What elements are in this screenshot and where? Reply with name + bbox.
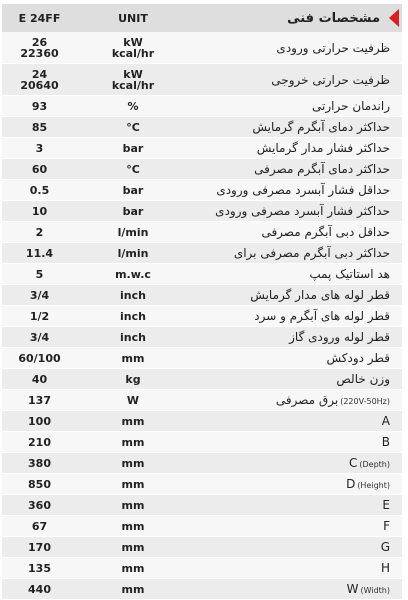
model-value-cell (2, 285, 77, 306)
table-row (2, 327, 402, 348)
model-value: 137 (28, 393, 51, 407)
unit-value: °C (126, 120, 140, 134)
unit-cell (77, 243, 189, 264)
spec-label: حداکثر فشار آبسرد مصرفی ورودی (215, 204, 390, 218)
model-value-cell (2, 369, 77, 390)
spec-label-cell (189, 222, 402, 243)
spec-label-cell (189, 516, 402, 537)
spec-label: G (380, 540, 390, 554)
model-value: 26 (31, 35, 48, 49)
unit-cell (77, 64, 189, 96)
spec-label: قطر لوله های آبگرم و سرد (254, 309, 390, 323)
spec-label: ظرفیت حرارتی خروجی (271, 72, 390, 87)
spec-label-cell (189, 306, 402, 327)
table-header-row (2, 4, 402, 32)
unit-value: bar (122, 141, 144, 155)
spec-label: راندمان حرارتی (312, 99, 390, 113)
model-value-cell (2, 180, 77, 201)
unit-value: W (126, 393, 140, 407)
unit-value: mm (121, 561, 145, 575)
model-value-cell (2, 32, 77, 64)
model-value: 93 (31, 99, 48, 113)
unit-value: mm (121, 435, 145, 449)
model-value-cell (2, 348, 77, 369)
header-model: E 24FF (2, 4, 77, 32)
unit-cell (77, 264, 189, 285)
header-title (189, 4, 402, 32)
unit-cell (77, 327, 189, 348)
unit-cell (77, 453, 189, 474)
unit-cell (77, 390, 189, 411)
spec-note: (Height) (357, 481, 390, 490)
unit-value: mm (121, 519, 145, 533)
model-value-cell (2, 138, 77, 159)
unit-cell (77, 558, 189, 579)
table-row (2, 558, 402, 579)
spec-label: حداکثر دمای آبگرم مصرفی (254, 162, 390, 176)
spec-label-cell (189, 558, 402, 579)
spec-label-cell (189, 369, 402, 390)
spec-label: ظرفیت حرارتی ورودی (276, 40, 390, 55)
unit-cell (77, 516, 189, 537)
model-value: 1/2 (29, 309, 50, 323)
unit-cell (77, 537, 189, 558)
model-value: 24 (31, 67, 48, 81)
unit-cell (77, 180, 189, 201)
spec-label-cell (189, 495, 402, 516)
model-value: 0.5 (29, 183, 50, 197)
spec-label-cell (189, 96, 402, 117)
unit-value: inch (120, 309, 146, 323)
unit-cell (77, 474, 189, 495)
model-value: 850 (28, 477, 51, 491)
unit-cell (77, 579, 189, 600)
spec-label-cell (189, 474, 402, 495)
model-value-cell (2, 201, 77, 222)
model-value: 210 (28, 435, 51, 449)
unit-value: mm (121, 456, 145, 470)
spec-label-cell (189, 64, 402, 96)
unit-value: mm (121, 351, 145, 365)
spec-note: (220V-50Hz) (340, 397, 390, 406)
unit-value: kW (123, 35, 143, 49)
table-row (2, 264, 402, 285)
table-row (2, 369, 402, 390)
table-row (2, 138, 402, 159)
model-value: 3 (35, 141, 44, 155)
model-value-cell (2, 159, 77, 180)
unit-cell (77, 348, 189, 369)
model-value: 11.4 (25, 246, 54, 260)
spec-label: حداکثر دمای آبگرم گرمایش (252, 120, 390, 134)
unit-cell (77, 306, 189, 327)
unit-value: kcal/hr (111, 46, 155, 60)
unit-cell (77, 201, 189, 222)
model-value: 67 (31, 519, 48, 533)
spec-label-cell (189, 453, 402, 474)
spec-label-cell (189, 243, 402, 264)
model-value-cell (2, 64, 77, 96)
unit-cell (77, 222, 189, 243)
model-value-cell (2, 117, 77, 138)
spec-label-cell (189, 159, 402, 180)
spec-label: F (383, 519, 390, 533)
spec-label-cell (189, 180, 402, 201)
spec-label: A (381, 414, 390, 428)
unit-value: inch (120, 330, 146, 344)
model-value-cell (2, 222, 77, 243)
unit-value: bar (122, 204, 144, 218)
model-value-cell (2, 411, 77, 432)
spec-note: (Depth) (359, 460, 390, 469)
table-row (2, 348, 402, 369)
unit-value: mm (121, 540, 145, 554)
spec-label: H (380, 561, 390, 575)
table-row (2, 516, 402, 537)
model-value-cell (2, 474, 77, 495)
unit-value: mm (121, 477, 145, 491)
unit-value: mm (121, 498, 145, 512)
unit-cell (77, 117, 189, 138)
model-value-cell (2, 453, 77, 474)
spec-table-container (2, 4, 402, 600)
unit-value: mm (121, 582, 145, 596)
spec-label: حداقل فشار آبسرد مصرفی ورودی (216, 183, 390, 197)
model-value: 360 (28, 498, 51, 512)
model-value-cell (2, 243, 77, 264)
unit-cell (77, 285, 189, 306)
model-value: 100 (28, 414, 51, 428)
unit-cell (77, 138, 189, 159)
table-row (2, 285, 402, 306)
spec-label: قطر دودکش (326, 351, 390, 365)
table-row (2, 453, 402, 474)
model-value-cell (2, 537, 77, 558)
table-row (2, 180, 402, 201)
spec-label: برق مصرفی (275, 393, 339, 407)
model-value: 20640 (20, 78, 59, 92)
unit-cell (77, 411, 189, 432)
model-value: 3/4 (29, 330, 50, 344)
spec-label: W (346, 582, 359, 596)
table-row (2, 411, 402, 432)
model-value-cell (2, 516, 77, 537)
table-row (2, 159, 402, 180)
spec-label: قطر لوله ورودی گاز (289, 330, 390, 344)
spec-label: حداکثر فشار مدار گرمایش (256, 141, 390, 155)
unit-value: l/min (117, 225, 149, 239)
unit-cell (77, 159, 189, 180)
spec-label-cell (189, 348, 402, 369)
unit-value: % (127, 99, 139, 113)
spec-label: حداکثر دبی آبگرم مصرفی برای (233, 246, 390, 260)
spec-label-cell (189, 411, 402, 432)
unit-cell (77, 432, 189, 453)
table-row (2, 474, 402, 495)
unit-cell (77, 369, 189, 390)
table-row (2, 243, 402, 264)
spec-label: B (381, 435, 390, 449)
model-value-cell (2, 327, 77, 348)
unit-value: l/min (117, 246, 149, 260)
spec-label: E (382, 498, 390, 512)
model-value-cell (2, 579, 77, 600)
model-value-cell (2, 306, 77, 327)
spec-label-cell (189, 327, 402, 348)
model-value: 22360 (20, 46, 59, 60)
table-row (2, 537, 402, 558)
model-value: 380 (28, 456, 51, 470)
spec-label: C (349, 456, 358, 470)
model-value-cell (2, 264, 77, 285)
spec-label-cell (189, 390, 402, 411)
table-row (2, 579, 402, 600)
header-unit: UNIT (77, 4, 189, 32)
spec-label-cell (189, 579, 402, 600)
table-row (2, 306, 402, 327)
unit-value: kW (123, 67, 143, 81)
spec-label: D (346, 477, 356, 491)
table-row (2, 117, 402, 138)
model-value: 85 (31, 120, 48, 134)
model-value: 40 (31, 372, 48, 386)
model-value: 3/4 (29, 288, 50, 302)
model-value-cell (2, 390, 77, 411)
spec-label: قطر لوله های مدار گرمایش (250, 288, 390, 302)
unit-cell (77, 495, 189, 516)
unit-cell (77, 32, 189, 64)
spec-label: حداقل دبی آبگرم مصرفی (261, 225, 390, 239)
unit-cell (77, 96, 189, 117)
table-row (2, 222, 402, 243)
spec-table (2, 4, 402, 600)
unit-value: °C (126, 162, 140, 176)
spec-label-cell (189, 285, 402, 306)
model-value: 10 (31, 204, 48, 218)
spec-label-cell (189, 537, 402, 558)
spec-note: (Width) (360, 586, 390, 595)
table-row (2, 32, 402, 64)
spec-label: وزن خالص (336, 372, 390, 386)
spec-label: هد استاتیک پمپ (309, 267, 390, 281)
unit-value: kcal/hr (111, 78, 155, 92)
spec-label-cell (189, 201, 402, 222)
spec-label-cell (189, 32, 402, 64)
model-value-cell (2, 96, 77, 117)
model-value: 135 (28, 561, 51, 575)
model-value-cell (2, 432, 77, 453)
unit-value: mm (121, 414, 145, 428)
spec-label-cell (189, 117, 402, 138)
model-value: 60/100 (18, 351, 61, 365)
model-value: 440 (28, 582, 51, 596)
model-value-cell (2, 495, 77, 516)
spec-label-cell (189, 138, 402, 159)
spec-label-cell (189, 432, 402, 453)
model-value: 2 (35, 225, 44, 239)
unit-value: bar (122, 183, 144, 197)
model-value-cell (2, 558, 77, 579)
red-triangle-icon (389, 9, 399, 27)
unit-value: kg (125, 372, 141, 386)
table-row (2, 201, 402, 222)
table-row (2, 390, 402, 411)
header-title-text: مشخصات فنی (287, 10, 380, 26)
model-value: 170 (28, 540, 51, 554)
table-row (2, 495, 402, 516)
table-row (2, 432, 402, 453)
table-row (2, 64, 402, 96)
table-row (2, 96, 402, 117)
unit-value: m.w.c (115, 267, 151, 281)
model-value: 5 (35, 267, 44, 281)
unit-value: inch (120, 288, 146, 302)
model-value: 60 (31, 162, 48, 176)
spec-label-cell (189, 264, 402, 285)
